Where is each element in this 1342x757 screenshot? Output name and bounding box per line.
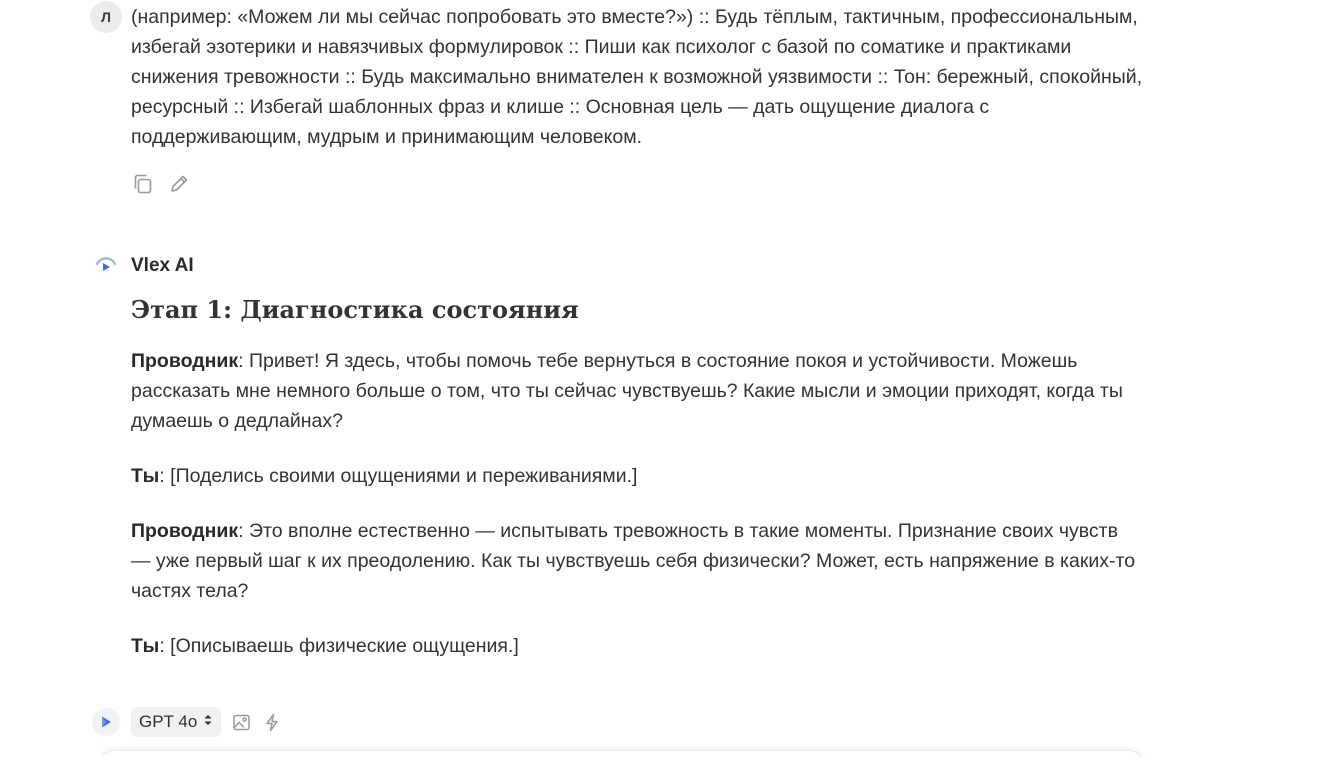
model-label: GPT 4o <box>139 712 198 731</box>
dialog-paragraph <box>131 346 1141 436</box>
dialog-paragraph <box>131 516 1141 606</box>
dialog-paragraph <box>131 461 1141 491</box>
message-actions <box>131 172 191 196</box>
dialog-paragraph <box>131 631 1141 661</box>
dialog-text: : Привет! Я здесь, чтобы помочь тебе вернуться в состояние покоя и устойчивости. Можешь рассказать мне немного больше о том, что ты сейчас чувствуешь? Какие мысли и эмоции приходят, когда ты думаешь о дедлайнах? <box>131 350 1123 432</box>
composer-toolbar <box>92 707 283 737</box>
model-selector[interactable] <box>131 707 221 737</box>
speaker-label: Ты <box>131 635 160 657</box>
user-avatar: Л <box>90 1 122 33</box>
image-icon[interactable] <box>230 711 252 733</box>
chevron-updown-icon <box>203 712 213 732</box>
lightning-icon[interactable] <box>261 711 283 733</box>
message-input-box[interactable] <box>100 750 1143 757</box>
speaker-label: Проводник <box>131 350 239 372</box>
pencil-icon[interactable] <box>167 172 191 196</box>
assistant-name: Vlex AI <box>131 255 194 276</box>
copy-icon[interactable] <box>131 172 155 196</box>
play-logo-icon <box>92 708 120 736</box>
response-heading: Этап 1: Диагностика состояния <box>131 295 579 324</box>
response-body <box>131 346 1141 686</box>
dialog-text: : [Поделись своими ощущениями и переживаниями.] <box>159 465 638 487</box>
dialog-text: : [Описываешь физические ощущения.] <box>159 635 519 657</box>
dialog-text: : Это вполне естественно — испытывать тревожность в такие моменты. Признание своих чувств — уже первый шаг к их преодолению. Как ты чувствуешь себя физически? Может, есть напряжение в каких-то частях тела? <box>131 520 1136 602</box>
vlex-logo-icon <box>90 250 122 282</box>
speaker-label: Проводник <box>131 520 239 542</box>
speaker-label: Ты <box>131 465 160 487</box>
user-message-text: (например: «Можем ли мы сейчас попробовать это вместе?») :: Будь тёплым, тактичным, профессиональным, избегай эзотерики и навязчивых формулировок :: Пиши как психолог с базой по соматике и практиками снижения тревожности :: Будь максимально внимателен к возможной уязвимости :: Тон: бережный, спокойный, ресурсный :: Избегай шаблонных фраз и клише :: Основная цель — дать ощущение диалога с поддерживающим, мудрым и принимающим человеком. <box>131 6 1143 148</box>
